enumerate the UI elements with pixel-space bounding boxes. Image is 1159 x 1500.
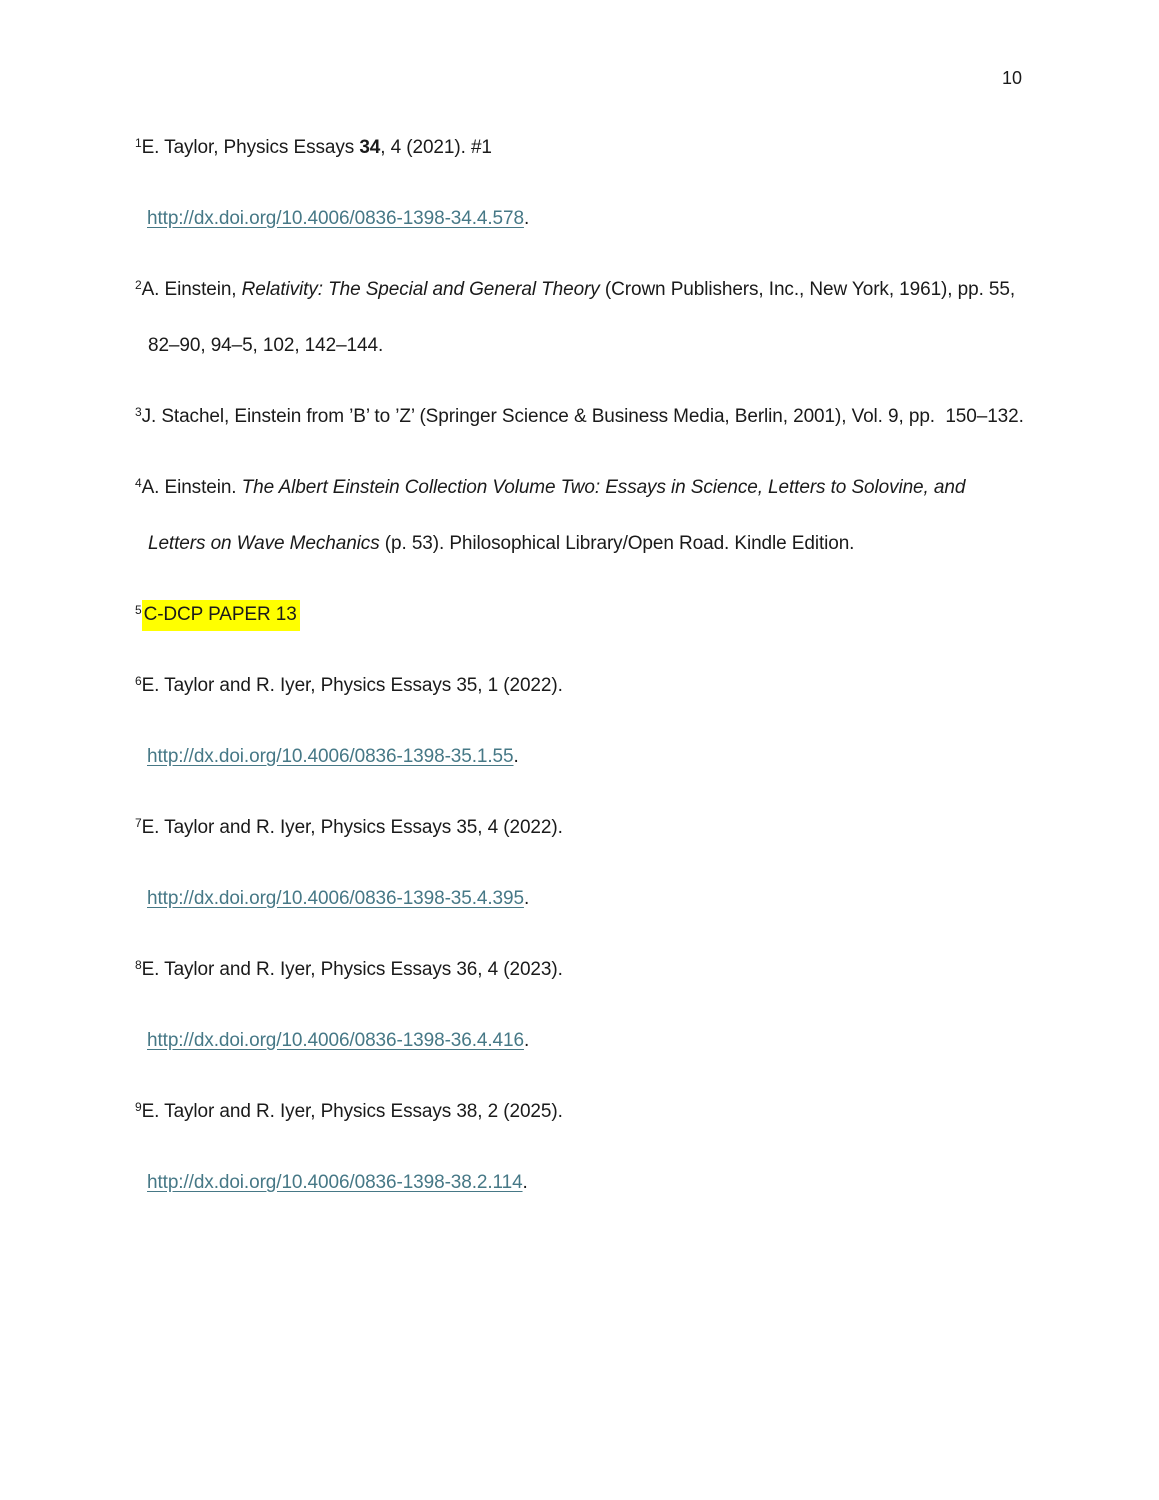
reference-text: E. Taylor and R. Iyer, Physics Essays 35, 1 (2022).: [141, 675, 563, 696]
reference-text: (p. 53). Philosophical Library/Open Road. Kindle Edition.: [379, 533, 855, 554]
reference-text: E. Taylor and R. Iyer, Physics Essays 38, 2 (2025).: [141, 1101, 563, 1122]
footnote-marker: 1: [135, 136, 142, 150]
doi-link[interactable]: http://dx.doi.org/10.4006/0836-1398-36.4.416: [147, 1030, 524, 1051]
reference-entry: [135, 587, 1024, 643]
footnote-marker: 4: [135, 476, 142, 490]
highlighted-text: C-DCP PAPER 13: [142, 600, 300, 631]
reference-entry: [135, 942, 1024, 998]
reference-text: A. Einstein,: [141, 279, 242, 300]
link-suffix-period: .: [513, 746, 519, 767]
reference-text: Relativity: The Special and General Theory: [241, 279, 600, 300]
footnote-marker: 2: [135, 278, 142, 292]
doi-link[interactable]: http://dx.doi.org/10.4006/0836-1398-38.2.114: [147, 1172, 523, 1193]
reference-text: E. Taylor, Physics Essays: [141, 137, 360, 158]
footnote-marker: 7: [135, 816, 142, 830]
link-suffix-period: .: [522, 1172, 528, 1193]
references-list: [135, 120, 1024, 1226]
reference-text: E. Taylor and R. Iyer, Physics Essays 36, 4 (2023).: [141, 959, 563, 980]
link-suffix-period: .: [523, 888, 530, 909]
doi-link-line: [135, 1155, 1024, 1211]
reference-entry: [135, 800, 1024, 856]
doi-link-line: [135, 871, 1024, 927]
footnote-marker: 3: [135, 405, 142, 419]
footnote-marker: 5: [135, 603, 142, 617]
reference-text: 34: [359, 137, 381, 158]
reference-entry: [135, 658, 1024, 714]
doi-link[interactable]: http://dx.doi.org/10.4006/0836-1398-34.4.578: [147, 208, 524, 229]
doi-link-line: [135, 1013, 1024, 1069]
footnote-marker: 8: [135, 958, 142, 972]
reference-text: E. Taylor and R. Iyer, Physics Essays 35, 4 (2022).: [141, 817, 563, 838]
reference-entry: [135, 460, 1024, 572]
reference-entry: [135, 1084, 1024, 1140]
reference-entry: [135, 262, 1024, 374]
link-suffix-period: .: [523, 208, 530, 229]
doi-link-line: [135, 191, 1024, 247]
footnote-marker: 6: [135, 674, 142, 688]
reference-entry: [135, 120, 1024, 176]
reference-text: J. Stachel, Einstein from ’B’ to ’Z’ (Springer Science & Business Media, Berlin, 2001), Vol. 9, pp. 150–132.: [141, 406, 1024, 427]
reference-text: A. Einstein.: [141, 477, 242, 498]
reference-text: The Albert Einstein Collection Volume Two: Essays in Science, Letters to Solovine, and Letters on Wave Mechanics: [148, 477, 966, 554]
doi-link-line: [135, 729, 1024, 785]
reference-entry: [135, 389, 1024, 445]
link-suffix-period: .: [523, 1030, 530, 1051]
reference-text: (Crown Publishers, Inc., New York, 1961), pp. 55, 82–90, 94–5, 102, 142–144.: [148, 279, 1016, 356]
doi-link[interactable]: http://dx.doi.org/10.4006/0836-1398-35.1.55: [147, 746, 514, 767]
footnote-marker: 9: [135, 1100, 142, 1114]
doi-link[interactable]: http://dx.doi.org/10.4006/0836-1398-35.4.395: [147, 888, 524, 909]
reference-text: , 4 (2021). #1: [380, 137, 492, 158]
page-number: 10: [1001, 68, 1022, 88]
